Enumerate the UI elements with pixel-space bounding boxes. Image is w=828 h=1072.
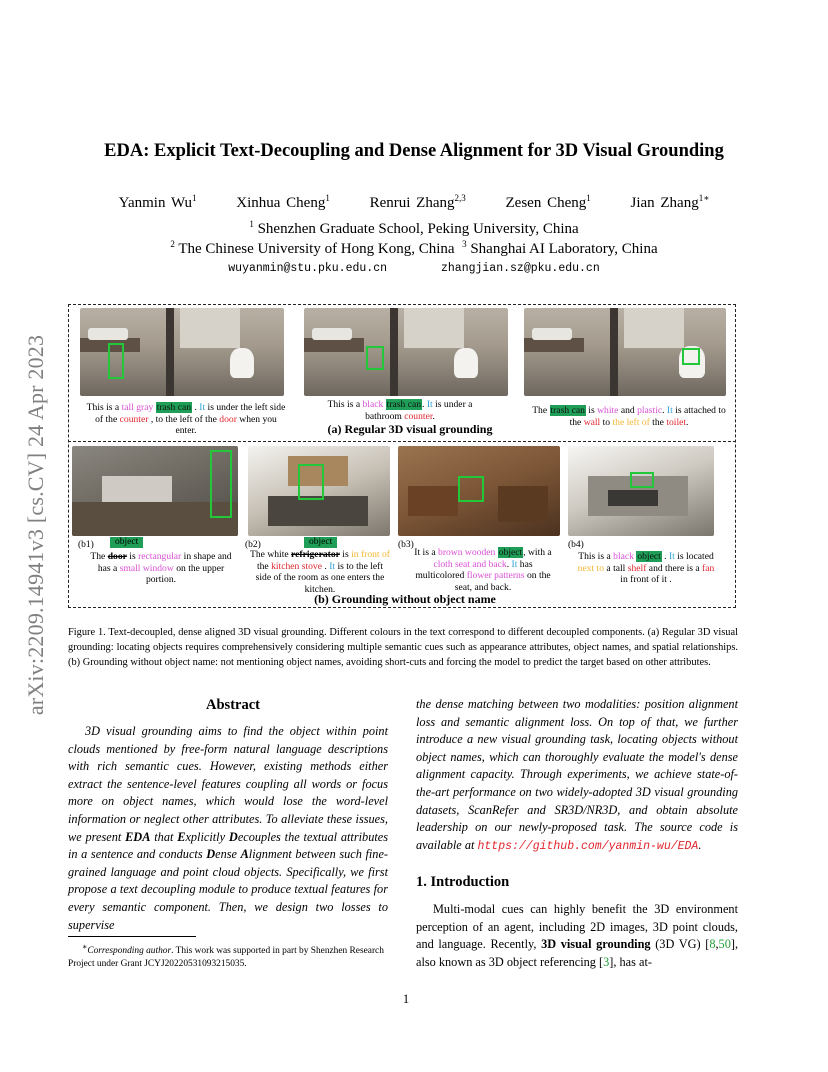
introduction-body: Multi-modal cues can highly benefit the 3D environment perception of an agent, including 2D images, 3D point clouds, and language. Recently, 3D visual grounding (3D VG) [8,50], also known as 3D object referencing [3], has at- (416, 902, 739, 969)
target-bounding-box (210, 450, 232, 518)
living-room-pointcloud-image (398, 446, 560, 536)
description-b3: It is a brown wooden object, with a cloth seat and back. It has multicolored flower patterns on the seat, and back. (414, 547, 552, 593)
office-pointcloud-image (568, 446, 714, 536)
author: Yanmin Wu$^1$ (118, 193, 197, 211)
object-tag: object (304, 537, 337, 548)
bathroom-scene-image (80, 308, 284, 396)
figure-caption: Figure 1. Text-decoupled, dense aligned 3D visual grounding. Different colours in the text correspond to different decoupled components. (a) Regular 3D visual grounding: locating objects requires comprehensively considering multiple semantic cues such as appearance attributes, object names, and spatial relationships. (b) Grounding without object name: not mentioning object names, avoiding short-cuts and forcing the model to predict the target based on other attributes. (68, 627, 738, 668)
description-a3: The trash can is white and plastic. It is attached to the wall to the left of the toilet. (532, 405, 726, 428)
author-emails (60, 262, 768, 275)
bedroom-pointcloud-image (72, 446, 238, 536)
bathroom-scene-image (524, 308, 726, 396)
author: Renrui Zhang$^{2,3}$ (369, 193, 466, 211)
target-bounding-box (298, 464, 324, 500)
description-a2: This is a black trash can. It is under a bathroom counter. (327, 399, 473, 422)
abstract-body-left: 3D visual grounding aims to find the object within point clouds mentioned by free-form natural language descriptions with rich semantic cues. However, existing methods either extract the sentence-level features coupling all words or focus more on object names, which would lose the word-level information or neglect other attributes. To alleviate these issues, we present EDA that Explicitly Decouples the textual attributes in a sentence and conducts Dense Alignment between such fine-grained language and point cloud objects. Specifically, we first propose a text decoupling module to produce textual features for every semantic component. Then, we design two losses to supervise (68, 724, 389, 932)
section-heading-introduction: 1. Introduction (416, 874, 510, 890)
arxiv-identifier (22, 287, 50, 762)
description-b2: The white refrigerator is in front of the kitchen stove . It is to the left side of the room as one enters the kitchen. (250, 549, 390, 595)
subfigure-label-b1: (b1) (78, 540, 94, 550)
target-bounding-box (682, 348, 700, 365)
author: Zesen Cheng$^1$ (505, 193, 591, 211)
description-a1: This is a tall gray trash can . It is under the left side of the counter , to the left of the door when you enter. (86, 402, 286, 436)
description-b1: The door is rectangular in shape and has a small window on the upper portion. (90, 551, 232, 585)
email: zhangjian.sz@pku.edu.cn (441, 262, 600, 275)
target-bounding-box (366, 346, 384, 370)
subfigure-label-b: (b) Grounding without object name (314, 592, 496, 606)
abstract-heading: Abstract (206, 697, 260, 713)
object-tag: object (110, 537, 143, 548)
target-bounding-box (458, 476, 484, 502)
affiliation-line-2: $^2$ The Chinese University of Hong Kong, China $^3$ Shanghai AI Laboratory, China (170, 239, 658, 257)
citation-link[interactable]: 8 (709, 937, 716, 952)
subfigure-label-b3: (b3) (398, 540, 414, 550)
citation-link[interactable]: 50 (718, 937, 731, 952)
paper-title: EDA: Explicit Text-Decoupling and Dense Alignment for 3D Visual Grounding (104, 141, 724, 161)
footnote: ∗Corresponding author. This work was supported in part by Shenzhen Research Project under Grant JCYJ20220531093215035. (68, 942, 384, 970)
subfigure-label-a: (a) Regular 3D visual grounding (327, 422, 493, 436)
subfigure-label-b4: (b4) (568, 540, 584, 550)
author: Jian Zhang$^{1∗}$ (630, 193, 710, 211)
target-bounding-box (630, 472, 654, 488)
footnote-rule (68, 936, 196, 937)
figure-divider (68, 441, 736, 442)
kitchen-pointcloud-image (248, 446, 390, 536)
bathroom-scene-image (304, 308, 508, 396)
page-number: 1 (402, 992, 410, 1006)
affiliation-line-1: $^1$ Shenzhen Graduate School, Peking University, China (249, 219, 579, 237)
subfigure-label-b2: (b2) (245, 540, 261, 550)
email: wuyanmin@stu.pku.edu.cn (228, 262, 387, 275)
target-bounding-box (108, 343, 124, 379)
arxiv-identifier-text: arXiv:2209.14941v3 [cs.CV] 24 Apr 2023 (23, 334, 48, 715)
author: Xinhua Cheng$^1$ (236, 193, 330, 211)
github-link[interactable]: https://github.com/yanmin-wu/EDA (477, 839, 699, 853)
citation-link[interactable]: 3 (603, 954, 610, 969)
author-list (60, 193, 768, 212)
description-b4: This is a black object . It is located next to a tall shelf and there is a fan in front of it . (577, 551, 715, 585)
abstract-body-right: the dense matching between two modalities: position alignment loss and semantic alignment loss. On top of that, we further introduce a new visual grounding task, locating objects without object names, which can thoroughly evaluate the model's dense alignment capacity. Through experiments, we achieve state-of-the-art performance on two widely-adopted 3D visual grounding datasets, ScanRefer and SR3D/NR3D, and obtain absolute leadership on our newly-proposed task. The source code is available at https://github.com/yanmin-wu/EDA. (416, 697, 738, 853)
